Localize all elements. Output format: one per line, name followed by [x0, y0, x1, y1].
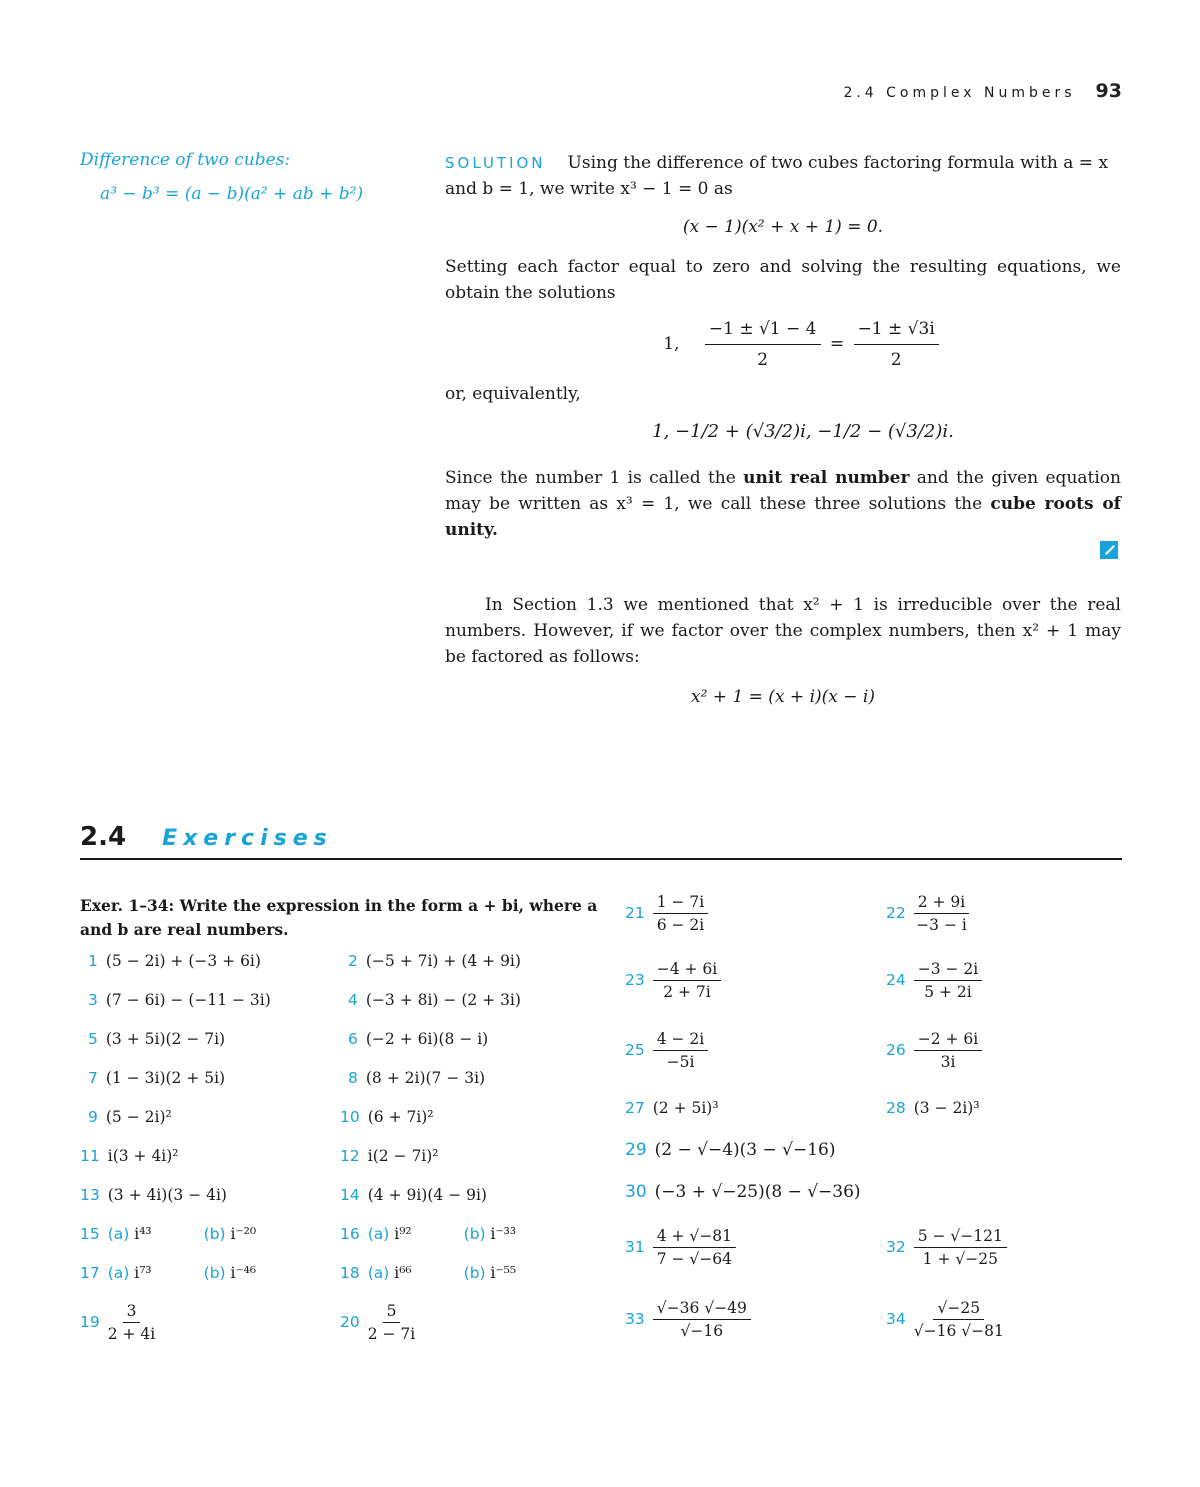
exercise-expression: (7 − 6i) − (−11 − 3i)	[105, 991, 271, 1009]
header-section: 2.4 Complex Numbers	[843, 85, 1076, 101]
exercise-14	[340, 1186, 487, 1204]
exercise-number: 30	[625, 1182, 647, 1202]
exercise-12	[340, 1147, 439, 1165]
exercise-expression: (−3 + √−25)(8 − √−36)	[654, 1182, 861, 1202]
eq2-fraction-2	[854, 316, 939, 373]
exercise-number: 32	[886, 1237, 906, 1256]
eq2-frac1-den: 2	[757, 350, 769, 370]
part-a-expression: i⁶⁶	[394, 1264, 412, 1282]
equation-factored-complex: x² + 1 = (x + i)(x − i)	[690, 687, 875, 707]
exercise-3	[88, 991, 271, 1009]
exercise-32	[886, 1227, 1007, 1268]
exercise-26	[886, 1030, 982, 1071]
exercise-24	[886, 960, 982, 1001]
exercise-31	[625, 1227, 736, 1268]
numerator: 4 − 2i	[653, 1030, 709, 1051]
exercise-number: 26	[886, 1040, 906, 1059]
exercise-expression: (2 + 5i)³	[652, 1099, 719, 1117]
solution-intro-1: Using the difference of two cubes factoring formula with a = x	[567, 153, 1109, 173]
exercise-number: 12	[340, 1147, 360, 1165]
exercise-expression: i(3 + 4i)²	[107, 1147, 179, 1165]
part-b-label: (b)	[463, 1264, 486, 1282]
exercise-27	[625, 1099, 719, 1117]
part-b-expression: i⁻³³	[490, 1225, 517, 1243]
term-cube-roots-of-unity: cube roots of unity.	[445, 494, 1121, 540]
exercise-2	[348, 952, 521, 970]
exercise-expression: (−3 + 8i) − (2 + 3i)	[365, 991, 521, 1009]
part-b-label: (b)	[203, 1264, 226, 1282]
eq2-lead: 1,	[663, 334, 680, 354]
denominator: 6 − 2i	[656, 916, 705, 934]
part-b-expression: i⁻²⁰	[230, 1225, 257, 1243]
exercise-17	[80, 1264, 256, 1282]
exercise-number: 29	[625, 1140, 647, 1160]
numerator: 5	[383, 1302, 401, 1323]
part-a-label: (a)	[367, 1225, 390, 1243]
denominator: 5 + 2i	[924, 983, 972, 1001]
solution-block	[445, 150, 1121, 543]
exercise-expression: (−5 + 7i) + (4 + 9i)	[365, 952, 521, 970]
eq2-frac1-num: −1 ± √1 − 4	[705, 316, 821, 345]
part-b-expression: i⁻⁵⁵	[490, 1264, 517, 1282]
exercise-number: 14	[340, 1186, 360, 1204]
exercise-number: 15	[80, 1225, 100, 1243]
exercise-11	[80, 1147, 179, 1165]
denominator: 7 − √−64	[656, 1250, 733, 1268]
margin-note-title: Difference of two cubes:	[80, 150, 291, 170]
solution-paragraph-2: Setting each factor equal to zero and solving the resulting equations, we obtain the solutions	[445, 257, 1121, 303]
exercise-10	[340, 1108, 434, 1126]
exercise-number: 8	[348, 1069, 358, 1087]
exercise-30	[625, 1182, 861, 1202]
exercise-number: 10	[340, 1108, 360, 1126]
exercise-number: 17	[80, 1264, 100, 1282]
part-a-expression: i⁹²	[394, 1225, 412, 1243]
equation-cube-roots: 1, −1/2 + (√3/2)i, −1/2 − (√3/2)i.	[652, 421, 954, 442]
equation-solutions	[445, 316, 1121, 373]
page-number: 93	[1095, 80, 1122, 102]
exercise-number: 13	[80, 1186, 100, 1204]
denominator: −5i	[666, 1053, 695, 1071]
exercise-23	[625, 960, 721, 1001]
exercise-number: 16	[340, 1225, 360, 1243]
exercise-number: 4	[348, 991, 358, 1009]
exercise-5	[88, 1030, 225, 1048]
part-a-label: (a)	[107, 1264, 130, 1282]
denominator: 2 − 7i	[367, 1325, 416, 1343]
part-b-expression: i⁻⁴⁶	[230, 1264, 257, 1282]
exercise-number: 18	[340, 1264, 360, 1282]
denominator: −3 − i	[916, 916, 967, 934]
exercise-number: 5	[88, 1030, 98, 1048]
exercise-8	[348, 1069, 485, 1087]
numerator: √−25	[933, 1299, 984, 1320]
exercise-expression: (3 + 5i)(2 − 7i)	[105, 1030, 226, 1048]
numerator: 2 + 9i	[914, 893, 970, 914]
exercise-expression: i(2 − 7i)²	[367, 1147, 439, 1165]
running-header	[843, 80, 1122, 102]
exercise-number: 33	[625, 1309, 645, 1328]
exercise-number: 27	[625, 1099, 645, 1117]
exercise-4	[348, 991, 521, 1009]
part-a-label: (a)	[367, 1264, 390, 1282]
exercise-expression: (1 − 3i)(2 + 5i)	[105, 1069, 226, 1087]
denominator: 3i	[940, 1053, 956, 1071]
exercise-number: 21	[625, 903, 645, 922]
exercise-number: 1	[88, 952, 98, 970]
exercise-number: 6	[348, 1030, 358, 1048]
exercise-6	[348, 1030, 488, 1048]
margin-note-formula: a³ − b³ = (a − b)(a² + ab + b²)	[100, 184, 364, 204]
denominator: √−16 √−81	[913, 1322, 1004, 1340]
section-rule	[80, 858, 1122, 860]
para4-text-a: Since the number 1 is called the	[445, 468, 744, 488]
eq2-frac2-num: −1 ± √3i	[854, 316, 939, 345]
part-b-label: (b)	[463, 1225, 486, 1243]
exercise-33	[625, 1299, 751, 1340]
exercise-21	[625, 893, 708, 934]
eq2-equals: =	[829, 334, 845, 354]
exercise-expression: (6 + 7i)²	[367, 1108, 434, 1126]
exercise-expression: (3 + 4i)(3 − 4i)	[107, 1186, 227, 1204]
numerator: −2 + 6i	[914, 1030, 983, 1051]
exercise-15	[80, 1225, 256, 1243]
exercise-7	[88, 1069, 225, 1087]
section-number: 2.4	[80, 822, 127, 852]
exercise-expression: (8 + 2i)(7 − 3i)	[365, 1069, 486, 1087]
part-b-label: (b)	[203, 1225, 226, 1243]
note-paragraph: In Section 1.3 we mentioned that x² + 1 is irreducible over the real numbers. However, if we factor over the complex numbers, then x² + 1 may be factored as follows:	[445, 595, 1121, 667]
solution-label: SOLUTION	[445, 154, 546, 172]
exercise-number: 2	[348, 952, 358, 970]
exercise-18	[340, 1264, 516, 1282]
solution-intro-2: and b = 1, we write x³ − 1 = 0 as	[445, 179, 733, 199]
exercise-25	[625, 1030, 708, 1071]
section-title: Exercises	[162, 826, 333, 851]
denominator: √−16	[680, 1322, 724, 1340]
exercise-expression: (5 − 2i)²	[105, 1108, 172, 1126]
exercise-19	[80, 1302, 155, 1343]
margin-note	[80, 150, 363, 204]
exercise-number: 3	[88, 991, 98, 1009]
note-block	[445, 592, 1121, 710]
section-heading	[80, 822, 333, 852]
exercise-1	[88, 952, 261, 970]
exercise-number: 31	[625, 1237, 645, 1256]
solution-paragraph-4	[445, 465, 1121, 543]
exercise-number: 9	[88, 1108, 98, 1126]
exercise-13	[80, 1186, 227, 1204]
part-a-expression: i⁴³	[134, 1225, 152, 1243]
numerator: 3	[123, 1302, 141, 1323]
exercise-number: 20	[340, 1312, 360, 1331]
numerator: −3 − 2i	[914, 960, 983, 981]
exercise-number: 23	[625, 970, 645, 989]
exercise-expression: (−2 + 6i)(8 − i)	[365, 1030, 489, 1048]
exercise-expression: (5 − 2i) + (−3 + 6i)	[105, 952, 261, 970]
exercise-20	[340, 1302, 415, 1343]
exercise-number: 22	[886, 903, 906, 922]
eq2-fraction-1	[705, 316, 821, 373]
numerator: √−36 √−49	[653, 1299, 751, 1320]
exercise-9	[88, 1108, 172, 1126]
exercise-16	[340, 1225, 516, 1243]
para4-text-b: and the given equation may be written as x³ = 1, we call these three solutions the	[445, 468, 1121, 514]
eq2-frac2-den: 2	[890, 350, 902, 370]
exercise-instructions: Exer. 1–34: Write the expression in the form a + bi, where a and b are real numbers.	[80, 896, 598, 939]
exercise-29	[625, 1140, 836, 1160]
exercise-number: 11	[80, 1147, 100, 1165]
exercise-number: 7	[88, 1069, 98, 1087]
part-a-label: (a)	[107, 1225, 130, 1243]
exercise-number: 24	[886, 970, 906, 989]
exercise-number: 34	[886, 1309, 906, 1328]
exercise-number: 25	[625, 1040, 645, 1059]
equation-factored: (x − 1)(x² + x + 1) = 0.	[682, 217, 884, 237]
numerator: 4 + √−81	[653, 1227, 736, 1248]
denominator: 2 + 7i	[663, 983, 711, 1001]
part-a-expression: i⁷³	[134, 1264, 152, 1282]
exercise-number: 19	[80, 1312, 100, 1331]
exercise-expression: (3 − 2i)³	[913, 1099, 980, 1117]
solution-paragraph-3: or, equivalently,	[445, 384, 581, 404]
exercise-22	[886, 893, 969, 934]
numerator: 1 − 7i	[653, 893, 709, 914]
denominator: 2 + 4i	[107, 1325, 156, 1343]
numerator: 5 − √−121	[914, 1227, 1007, 1248]
denominator: 1 + √−25	[922, 1250, 998, 1268]
exercise-34	[886, 1299, 1004, 1340]
exercise-28	[886, 1099, 980, 1117]
exercise-expression: (4 + 9i)(4 − 9i)	[367, 1186, 487, 1204]
numerator: −4 + 6i	[653, 960, 722, 981]
end-of-solution-icon	[1100, 541, 1118, 559]
term-unit-real-number: unit real number	[743, 468, 910, 488]
exercise-number: 28	[886, 1099, 906, 1117]
exercise-expression: (2 − √−4)(3 − √−16)	[654, 1140, 836, 1160]
